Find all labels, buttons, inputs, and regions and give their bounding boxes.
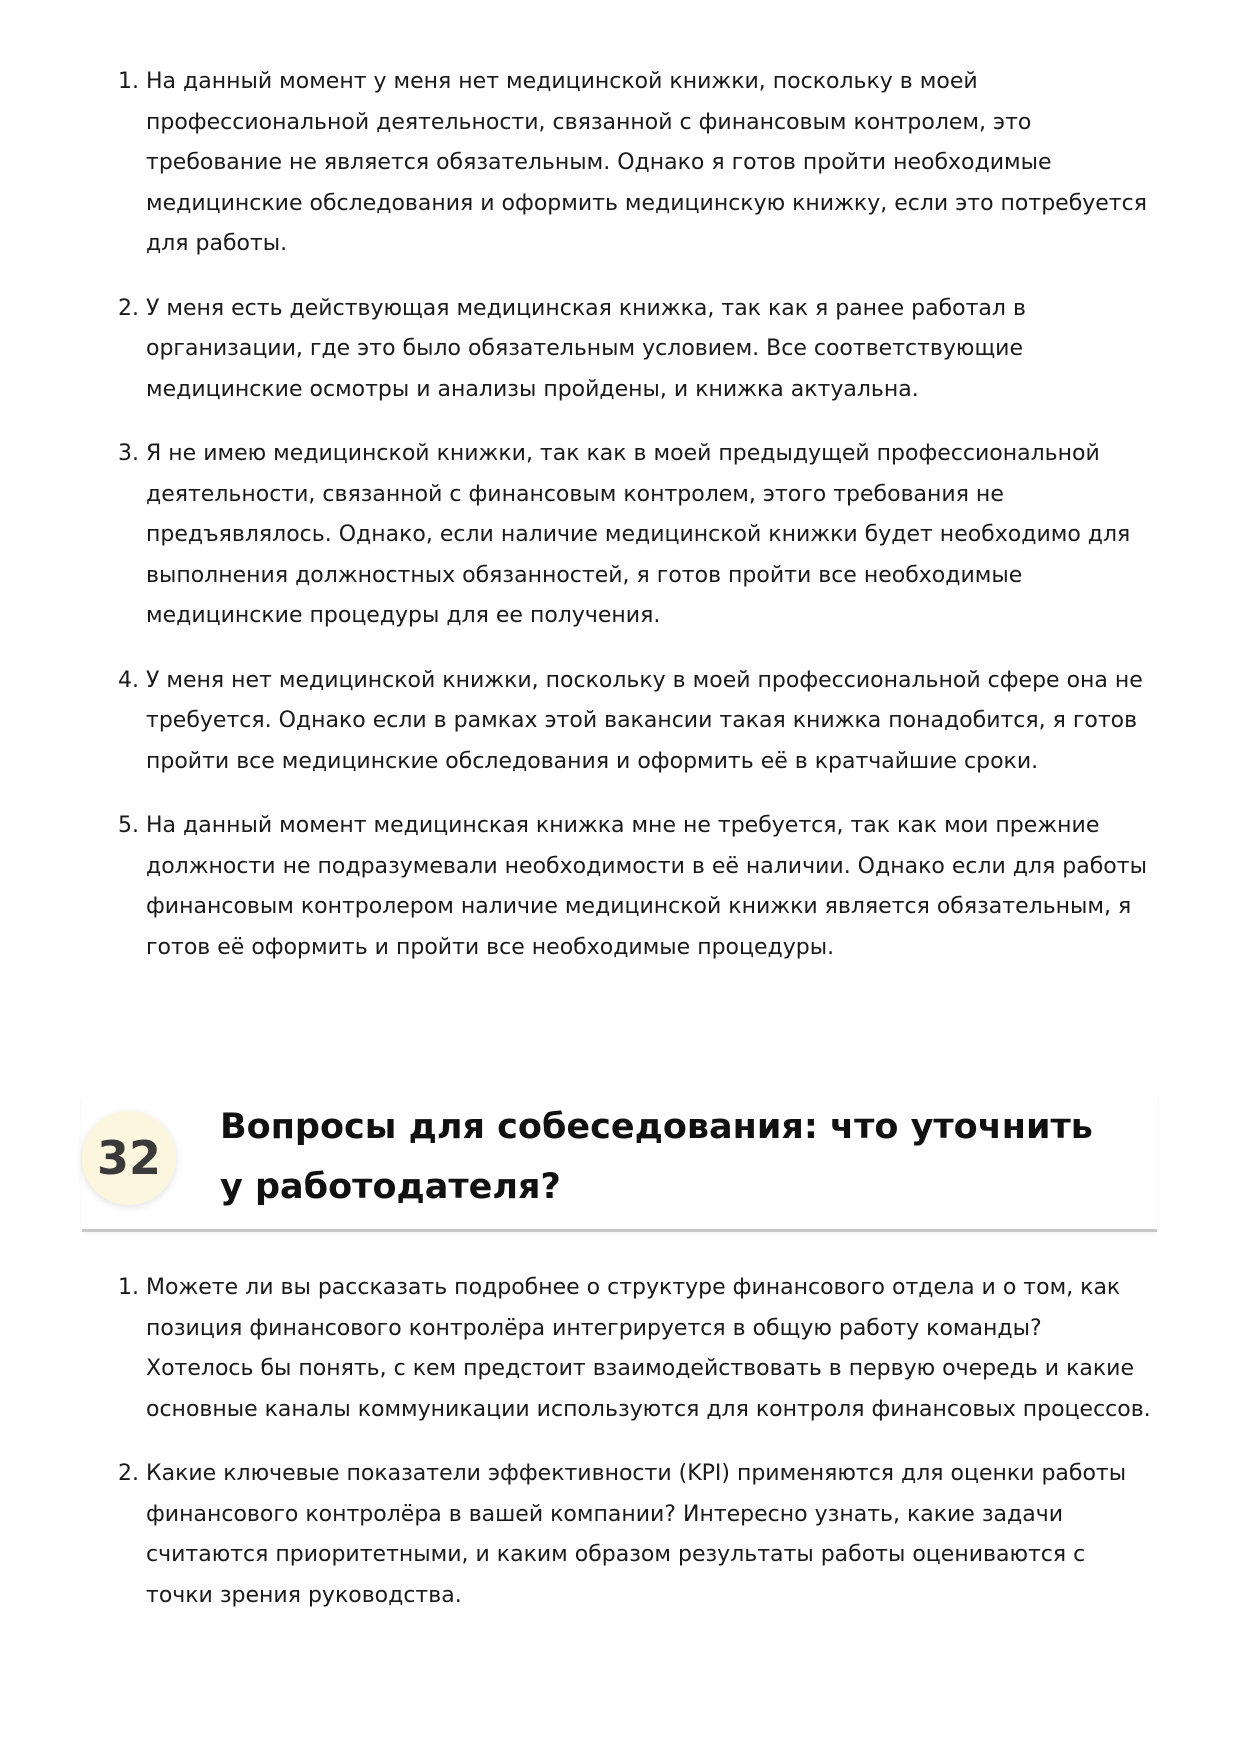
- list-item: [0, 1454, 1156, 1616]
- section-number-badge: 32: [82, 1111, 176, 1205]
- list-item: [0, 434, 1156, 637]
- list-item: [0, 62, 1156, 265]
- list-item-number: 5.: [118, 813, 139, 838]
- section-title: Вопросы для собеседования: что уточнить у работодателя?: [220, 1107, 1093, 1207]
- list-item: [0, 661, 1156, 783]
- list-item-number: 2.: [118, 1461, 139, 1486]
- list-item-number: 1.: [118, 1275, 139, 1300]
- list-item-number: 3.: [118, 441, 139, 466]
- list-item-text: У меня нет медицинской книжки, поскольку в моей профессиональной сфере она не требуется. Однако если в рамках этой вакансии такая книжка понадобится, я готов пройти все медицинские обследования и оформить её в кратчайшие сроки.: [146, 667, 1143, 774]
- list-item-text: Какие ключевые показатели эффективности (KPI) применяются для оценки работы финансового контролёра в вашей компании? Интересно узнать, какие задачи считаются приоритетными, и каким образом результаты работы оцениваются с точки зрения руководства.: [146, 1461, 1127, 1608]
- list-item: [0, 1268, 1156, 1430]
- section-heading: [82, 1095, 1157, 1232]
- list-item-text: На данный момент у меня нет медицинской книжки, поскольку в моей профессиональной деятельности, связанной с финансовым контролем, это требование не является обязательным. Однако я готов пройти необходимые медицинские обследования и оформить медицинскую книжку, если это потребуется для работы.: [146, 69, 1147, 256]
- list-item: [0, 289, 1156, 411]
- list-item: [0, 806, 1156, 968]
- list-item-text: Можете ли вы рассказать подробнее о структуре финансового отдела и о том, как позиция финансового контролёра интегрируется в общую работу команды? Хотелось бы понять, с кем предстоит взаимодействовать в первую очередь и какие основные каналы коммуникации используются для контроля финансовых процессов.: [146, 1275, 1151, 1422]
- list-item-number: 2.: [118, 295, 139, 321]
- list-item-number: 4.: [118, 667, 139, 693]
- questions-list: [0, 1268, 1239, 1640]
- list-item-number: 1.: [118, 69, 139, 94]
- answers-list: [0, 62, 1239, 992]
- list-item-text: У меня есть действующая медицинская книжка, так как я ранее работал в организации, где это было обязательным условием. Все соответствующие медицинские осмотры и анализы пройдены, и книжка актуальна.: [146, 295, 1026, 402]
- list-item-text: На данный момент медицинская книжка мне не требуется, так как мои прежние должности не подразумевали необходимости в её наличии. Однако если для работы финансовым контролером наличие медицинской книжки является обязательным, я готов её оформить и пройти все необходимые процедуры.: [146, 813, 1147, 960]
- list-item-text: Я не имею медицинской книжки, так как в моей предыдущей профессиональной деятельности, связанной с финансовым контролем, этого требования не предъявлялось. Однако, если наличие медицинской книжки будет необходимо для выполнения должностных обязанностей, я готов пройти все необходимые медицинские процедуры для ее получения.: [146, 441, 1131, 628]
